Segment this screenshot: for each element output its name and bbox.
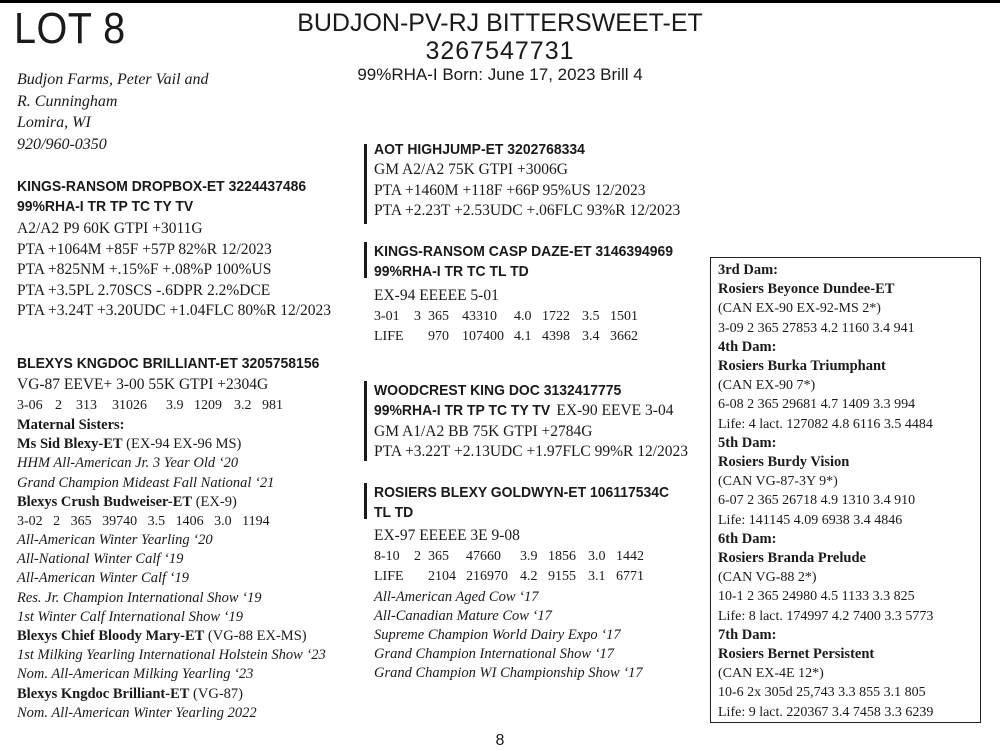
dam-block <box>17 354 342 723</box>
vertical-rule <box>364 381 367 461</box>
sire-codes: 99%RHA-I TR TP TC TY TV <box>17 198 194 215</box>
dam-generation-name: Rosiers Burdy Vision <box>718 454 850 471</box>
ggd-records <box>374 307 638 348</box>
mgd-award: All-American Aged Cow ‘17 <box>374 588 539 605</box>
sister-award: Res. Jr. Champion International Show ‘19 <box>17 589 262 606</box>
dam-generation-line: 6-07 2 365 26718 4.9 1310 3.4 910 <box>718 493 916 509</box>
breeder-line: 920/960-0350 <box>17 135 107 153</box>
dam-generation-line: (CAN EX-90 7*) <box>718 378 816 394</box>
sire-line: PTA +3.5PL 2.70SCS -.6DPR 2.2%DCE <box>17 281 271 299</box>
record-cell: 981 <box>262 397 283 413</box>
sister-classification: (EX-94 EX-96 MS) <box>122 436 242 453</box>
record-cell: 365 <box>428 308 449 324</box>
mgd-name: ROSIERS BLEXY GOLDWYN-ET 106117534C <box>374 484 670 501</box>
breeder-line: R. Cunningham <box>17 92 118 110</box>
top-rule <box>0 0 1000 3</box>
dam-generation-name: Rosiers Branda Prelude <box>718 550 866 567</box>
breeder-info <box>17 69 209 155</box>
table-row <box>374 307 638 328</box>
table-row <box>374 567 644 588</box>
record-cell <box>414 327 428 348</box>
sire-name: KINGS-RANSOM DROPBOX-ET 3224437486 <box>17 178 307 195</box>
sister-classification: (VG-88 EX-MS) <box>204 628 307 645</box>
mgd-award: Grand Champion International Show ‘17 <box>374 646 615 663</box>
mgs-line: GM A1/A2 BB 75K GTPI +2784G <box>374 422 593 440</box>
dam-generation-line: 6-08 2 365 29681 4.7 1409 3.3 994 <box>718 397 916 413</box>
dam-generation-line: (CAN VG-87-3Y 9*) <box>718 474 838 490</box>
mgs-codes: 99%RHA-I TR TP TC TY TV <box>374 402 551 419</box>
sister-name <box>17 493 342 512</box>
record-cell: 43310 <box>462 308 497 324</box>
record-cell: 4398 <box>542 329 570 344</box>
dam-generation-name: Rosiers Beyonce Dundee-ET <box>718 281 895 298</box>
record-cell: 3.9 <box>166 397 184 413</box>
mgd-block <box>374 483 691 684</box>
ggd-name: KINGS-RANSOM CASP DAZE-ET 3146394969 <box>374 243 673 260</box>
mgs-classification: EX-90 EEVE 3-04 <box>552 402 674 419</box>
record-cell: 31026 <box>112 397 147 413</box>
record-cell: 1501 <box>610 308 638 324</box>
record-cell: 3 <box>414 308 421 324</box>
ggs-line: PTA +1460M +118F +66P 95%US 12/2023 <box>374 181 646 199</box>
animal-info: 99%RHA-I Born: June 17, 2023 Brill 4 <box>357 65 643 84</box>
record-cell: 3-01 <box>374 308 400 324</box>
record-cell: 9155 <box>548 569 576 584</box>
sister-award: All-National Winter Calf ‘19 <box>17 551 184 568</box>
table-row <box>374 547 644 568</box>
record-cell: 3-06 <box>17 397 43 413</box>
table-row <box>374 327 638 348</box>
record-cell: LIFE <box>374 569 404 584</box>
sister-award: 1st Winter Calf International Show ‘19 <box>17 608 243 625</box>
sister-name-text: Blexys Chief Bloody Mary-ET <box>17 628 205 645</box>
deep-dams-list <box>718 261 980 722</box>
mgs-name: WOODCREST KING DOC 3132417775 <box>374 382 622 399</box>
ggs-line: GM A2/A2 75K GTPI +3006G <box>374 161 568 178</box>
record-cell: 6771 <box>616 569 644 584</box>
record-cell: 1722 <box>542 308 570 324</box>
record-cell: LIFE <box>374 329 404 344</box>
record-cell: 4.2 <box>520 569 538 584</box>
record-cell: 47660 <box>466 548 501 564</box>
sire-line: PTA +3.24T +3.20UDC +1.04FLC 80%R 12/2023 <box>17 302 332 319</box>
breeder-line: Budjon Farms, Peter Vail and <box>17 71 209 88</box>
record-cell: 3.5 <box>582 308 600 324</box>
sister-record: 3-02 2 365 39740 3.5 1406 3.0 1194 <box>17 514 270 530</box>
dam-generation-line: Life: 8 lact. 174997 4.2 7400 3.3 5773 <box>718 608 934 624</box>
dam-generation-line: Life: 9 lact. 220367 3.4 7458 3.3 6239 <box>718 704 934 720</box>
record-cell: 365 <box>428 548 449 564</box>
record-cell: 8-10 <box>374 548 400 564</box>
dam-generation-label: 5th Dam: <box>718 434 777 451</box>
dam-generation-label: 7th Dam: <box>718 626 777 643</box>
record-cell: 1856 <box>548 548 576 564</box>
mgd-codes: TL TD <box>374 504 414 521</box>
page-number: 8 <box>495 732 505 749</box>
record-cell: 1209 <box>194 397 222 413</box>
record-cell: 4.0 <box>514 308 532 324</box>
ggs-line: PTA +2.23T +2.53UDC +.06FLC 93%R 12/2023 <box>374 202 681 219</box>
sire-block <box>17 177 331 322</box>
dam-classification: VG-87 EEVE+ 3-00 55K GTPI +2304G <box>17 376 269 393</box>
sister-award: All-American Winter Yearling ‘20 <box>17 532 213 549</box>
sire-line: PTA +825NM +.15%F +.08%P 100%US <box>17 261 272 278</box>
lot-number: LOT 8 <box>14 4 126 53</box>
dam-name: BLEXYS KNGDOC BRILLIANT-ET 3205758156 <box>17 355 320 372</box>
record-cell: 3.2 <box>234 397 252 413</box>
ggs-block <box>374 140 680 222</box>
sister-award: All-American Winter Calf ‘19 <box>17 570 189 587</box>
maternal-sisters-list <box>17 435 342 723</box>
dam-generation-line: (CAN EX-4E 12*) <box>718 666 824 682</box>
maternal-sisters-label: Maternal Sisters: <box>17 417 125 433</box>
mgd-records <box>374 547 644 588</box>
dam-generation-line: (CAN VG-88 2*) <box>718 570 817 586</box>
ggs-name: AOT HIGHJUMP-ET 3202768334 <box>374 141 585 158</box>
mgd-award: Grand Champion WI Championship Show ‘17 <box>374 665 643 682</box>
mgd-award: Supreme Champion World Dairy Expo ‘17 <box>374 626 621 643</box>
sister-award: HHM All-American Jr. 3 Year Old ‘20 <box>17 455 239 472</box>
deep-dams-box <box>710 257 981 723</box>
dam-generation-label: 3rd Dam: <box>718 262 779 278</box>
dam-generation-line: 10-1 2 365 24980 4.5 1133 3.3 825 <box>718 589 915 605</box>
dam-generation-label: 6th Dam: <box>718 530 777 547</box>
dam-generation-line: 3-09 2 365 27853 4.2 1160 3.4 941 <box>718 320 915 336</box>
record-cell: 2104 <box>428 569 456 584</box>
dam-generation-label: 4th Dam: <box>718 338 777 355</box>
sister-classification: (EX-9) <box>192 493 237 510</box>
record-cell: 4.1 <box>514 329 532 344</box>
sister-award: Nom. All-American Winter Yearling 2022 <box>17 704 257 721</box>
sire-line: PTA +1064M +85F +57P 82%R 12/2023 <box>17 240 272 258</box>
record-cell: 216970 <box>466 569 508 584</box>
record-cell: 3.0 <box>588 548 606 564</box>
sire-line: A2/A2 P9 60K GTPI +3011G <box>17 220 203 237</box>
record-cell: 2 <box>55 397 62 413</box>
record-cell: 107400 <box>462 329 504 344</box>
dam-generation-line: Life: 141145 4.09 6938 3.4 4846 <box>718 512 903 528</box>
breeder-line: Lomira, WI <box>17 114 91 131</box>
mgd-award: All-Canadian Mature Cow ‘17 <box>374 607 552 624</box>
mgs-line: PTA +3.22T +2.13UDC +1.97FLC 99%R 12/2023 <box>374 443 689 460</box>
record-cell: 1442 <box>616 548 644 564</box>
dam-generation-name: Rosiers Bernet Persistent <box>718 646 875 663</box>
record-cell: 3.1 <box>588 569 606 584</box>
record-cell: 2 <box>414 548 421 564</box>
sister-name <box>17 685 342 704</box>
vertical-rule <box>364 144 367 224</box>
mgd-classification: EX-97 EEEEE 3E 9-08 <box>374 527 520 544</box>
sister-award: Nom. All-American Milking Yearling ‘23 <box>17 666 254 683</box>
record-cell: 3.4 <box>582 329 600 344</box>
sister-classification: (VG-87) <box>189 685 243 702</box>
dam-generation-line: Life: 4 lact. 127082 4.8 6116 3.5 4484 <box>718 416 933 432</box>
ggd-classification: EX-94 EEEEE 5-01 <box>374 287 499 304</box>
vertical-rule <box>364 483 367 519</box>
dam-record <box>17 396 283 417</box>
sister-name <box>17 435 342 454</box>
sister-name <box>17 627 342 646</box>
dam-generation-line: 10-6 2x 305d 25,743 3.3 855 3.1 805 <box>718 685 926 701</box>
record-cell: 313 <box>76 397 97 413</box>
mgs-block <box>374 381 688 463</box>
ggd-block <box>374 242 696 348</box>
sister-award: 1st Milking Yearling International Holstein Show ‘23 <box>17 647 326 664</box>
sister-name-text: Blexys Kngdoc Brilliant-ET <box>17 685 190 702</box>
ggd-codes: 99%RHA-I TR TC TL TD <box>374 263 529 280</box>
sister-name-text: Ms Sid Blexy-ET <box>17 436 123 453</box>
animal-name: BUDJON-PV-RJ BITTERSWEET-ET <box>297 9 703 37</box>
record-cell <box>414 567 428 588</box>
sister-award: Grand Champion Mideast Fall National ‘21 <box>17 474 275 491</box>
record-cell: 970 <box>428 329 449 344</box>
dam-generation-line: (CAN EX-90 EX-92-MS 2*) <box>718 301 881 317</box>
dam-generation-name: Rosiers Burka Triumphant <box>718 358 886 375</box>
record-cell: 3.9 <box>520 548 538 564</box>
record-cell: 3662 <box>610 329 638 344</box>
vertical-rule <box>364 242 367 278</box>
sister-name-text: Blexys Crush Budweiser-ET <box>17 493 193 510</box>
registration-number: 3267547731 <box>425 37 575 65</box>
